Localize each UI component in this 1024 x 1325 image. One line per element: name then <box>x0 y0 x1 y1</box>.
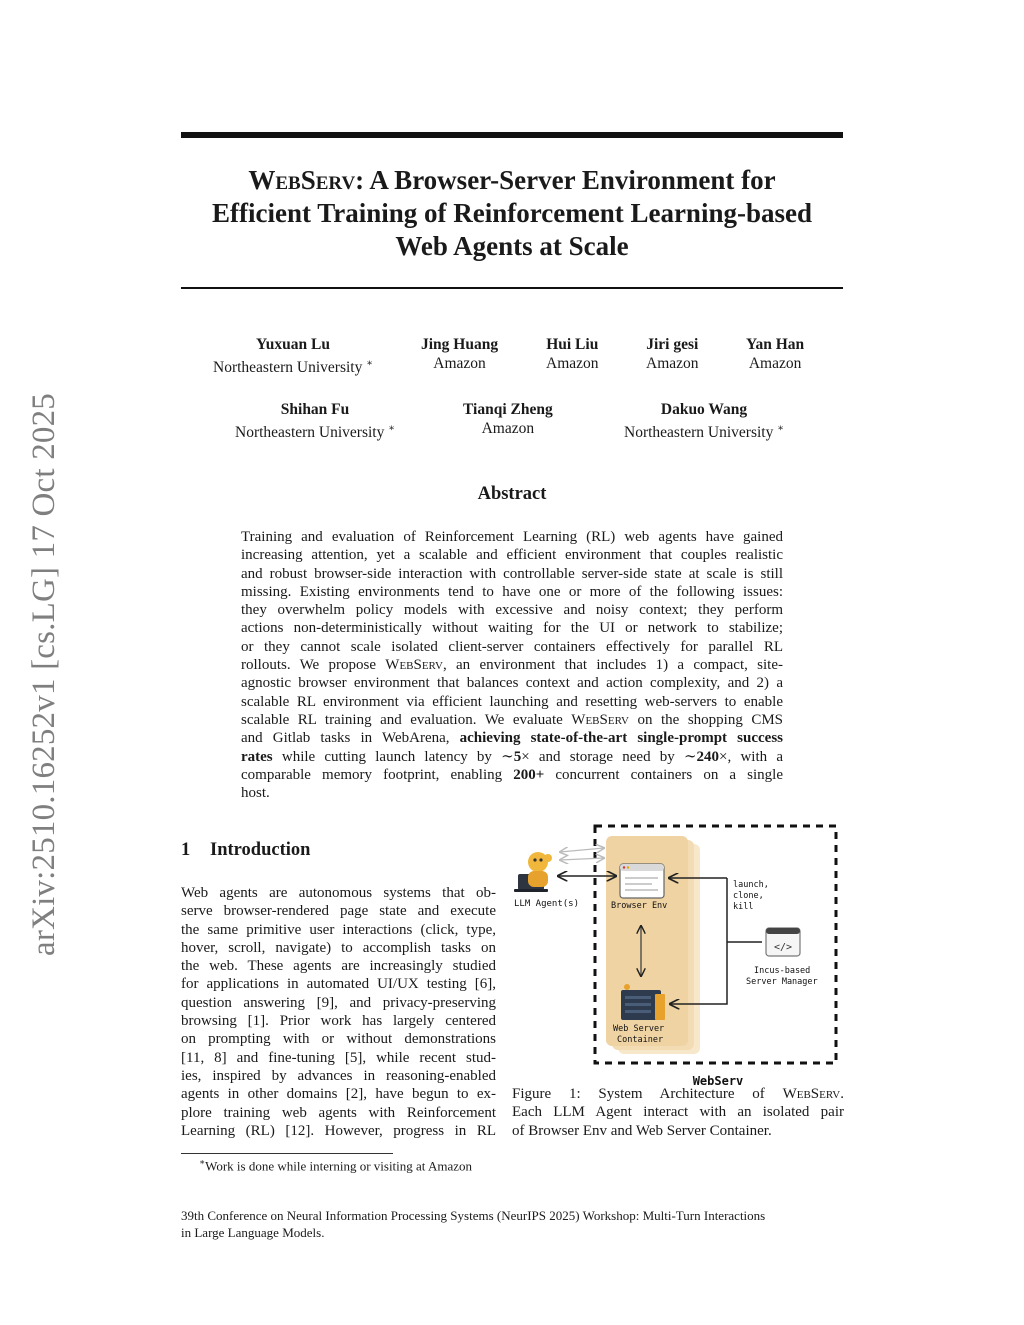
intro-line: plore training web agents with Reinforcement <box>181 1104 496 1121</box>
author-affiliation: Northeastern University <box>624 424 774 442</box>
webserv-system-label: WebServ <box>692 1074 744 1088</box>
caption-line: Figure 1: System Architecture of WebServ. <box>512 1086 844 1102</box>
kill-label: kill <box>733 902 754 912</box>
clone-label: clone, <box>733 891 764 901</box>
section-title: Introduction <box>210 840 311 860</box>
parallel-agent-arrow <box>560 848 604 852</box>
abstract-line: missing. Existing environments tend to have one or more of the following issues: <box>241 583 783 600</box>
author-affiliation: Amazon <box>546 355 599 372</box>
title-bottom-rule <box>181 287 843 289</box>
incus-label-2: Server Manager <box>746 977 818 987</box>
intro-line: browsing [1]. Prior work has largely centered <box>181 1013 496 1030</box>
abstract-heading: Abstract <box>477 484 547 504</box>
abstract-line: scalable RL training and evaluation. We evaluate WebServ on the shopping CMS <box>241 711 784 728</box>
caption-line: of Browser Env and Web Server Container. <box>512 1122 772 1139</box>
incus-label-1: Incus-based <box>754 966 811 976</box>
abstract-line: scalable RL environment via efficient launching and resetting web-servers to enable <box>241 693 783 710</box>
author-block <box>235 400 395 442</box>
abstract-line: actions non-deterministically without waiting for the UI or network to stabilize; <box>241 620 783 637</box>
author-block <box>213 335 373 377</box>
author-name: Tianqi Zheng <box>463 401 553 418</box>
abstract-line: Training and evaluation of Reinforcement Learning (RL) web agents have gained <box>241 529 783 545</box>
author-name: Shihan Fu <box>280 401 350 418</box>
abstract-line: or they cannot scale isolated client-server containers effectively for parallel RL <box>241 638 783 655</box>
author-block <box>463 400 553 438</box>
title-line-2: Efficient Training of Reinforcement Learning-based <box>212 198 812 228</box>
author-block <box>646 335 699 373</box>
author-name: Dakuo Wang <box>660 401 748 418</box>
figure-caption <box>512 1085 844 1140</box>
figure-1 <box>512 822 844 1092</box>
intro-line: question answering [9], and privacy-preserving <box>181 994 496 1011</box>
author-affiliation: Amazon <box>646 355 699 372</box>
abstract-line: they overwhelm policy models with excessive and noisy context; they perform <box>241 602 783 619</box>
title-system-name: WebServ <box>248 165 356 195</box>
author-name: Yuxuan Lu <box>256 336 330 353</box>
abstract-line: and robust browser-side interaction with controllable server-side state at scale is still <box>241 565 783 582</box>
author-affiliation: Northeastern University <box>235 424 385 442</box>
abstract-body <box>241 528 783 802</box>
intro-line: serve browser-rendered page state and execute <box>181 903 496 920</box>
venue-line: 39th Conference on Neural Information Processing Systems (NeurIPS 2025) Workshop: Multi-Turn Interactions <box>181 1208 766 1223</box>
abstract-line: and Gitlab tasks in WebArena, achieving state-of-the-art single-prompt success <box>241 730 783 747</box>
title-line-1: : A Browser-Server Environment for <box>355 165 776 195</box>
intro-line: the web. These agents are increasingly studied <box>181 958 496 975</box>
web-server-label-1: Web Server <box>613 1024 665 1034</box>
affiliation-mark: ∗ <box>777 423 785 434</box>
title-line-3: Web Agents at Scale <box>395 231 629 261</box>
intro-line: on prompting with or without demonstrations <box>181 1031 496 1048</box>
arxiv-identifier: arXiv:2510.16252v1 [cs.LG] 17 Oct 2025 <box>26 392 62 956</box>
abstract-line: comparable memory footprint, enabling 200+ concurrent containers on a single <box>241 766 784 783</box>
title-top-rule <box>181 132 843 138</box>
affiliation-mark: ∗ <box>366 358 374 369</box>
browser-window-icon <box>620 864 664 898</box>
caption-line: Each LLM Agent interact with an isolated pair <box>512 1104 844 1121</box>
author-name: Yan Han <box>746 336 805 353</box>
author-affiliation: Amazon <box>748 355 802 372</box>
footnote <box>199 1157 472 1174</box>
venue-line: in Large Language Models. <box>181 1224 325 1240</box>
author-affiliation: Amazon <box>481 420 535 437</box>
author-name: Hui Liu <box>546 336 599 353</box>
svg-text:</>: </> <box>773 942 793 953</box>
author-block <box>546 335 599 373</box>
section-number: 1 <box>181 840 191 860</box>
llm-agent-icon <box>514 852 552 892</box>
parallel-agent-arrow <box>560 858 604 860</box>
code-icon <box>766 928 800 956</box>
intro-line: agents in other domains [2], have begun to ex- <box>181 1086 496 1103</box>
intro-line: the same primitive user interactions (click, type, <box>181 921 496 938</box>
venue-note <box>181 1208 843 1241</box>
author-name: Jiri gesi <box>646 336 699 353</box>
section-heading <box>181 840 310 861</box>
abstract-line: host. <box>241 785 270 802</box>
intro-line: [11, 8] and fine-tuning [5], while recent stud- <box>181 1049 496 1066</box>
author-block <box>421 335 498 373</box>
intro-line: Web agents are autonomous systems that ob- <box>181 885 496 901</box>
launch-label: launch, <box>733 880 769 890</box>
author-block <box>624 400 784 442</box>
abstract-line: rates while cutting launch latency by ∼5× and storage need by ∼240×, with a <box>241 748 783 765</box>
author-name: Jing Huang <box>421 336 499 353</box>
footnote-rule <box>181 1153 393 1154</box>
paper-title <box>181 164 843 263</box>
browser-env-label: Browser Env <box>611 901 668 911</box>
introduction-paragraph <box>181 884 496 1140</box>
abstract-line: agnostic browser environment that balances context and action complexity, and 2) a <box>241 675 783 692</box>
llm-agent-label: LLM Agent(s) <box>514 899 580 909</box>
abstract-line: increasing attention, yet a scalable and efficient environment that couples realistic <box>241 547 783 564</box>
author-affiliation: Northeastern University <box>213 359 363 377</box>
abstract-line: rollouts. We propose WebServ, an environment that includes 1) a compact, site- <box>241 657 783 674</box>
intro-line: ies, inspired by advances in reasoning-enabled <box>181 1067 496 1084</box>
intro-line: Learning (RL) [12]. However, progress in RL <box>181 1122 496 1139</box>
author-block <box>746 335 804 373</box>
author-affiliation: Amazon <box>433 355 486 372</box>
web-server-label-2: Container <box>617 1035 664 1045</box>
footnote-text: Work is done while interning or visiting at Amazon <box>205 1158 472 1174</box>
intro-line: hover, scroll, navigate) to accomplish tasks on <box>181 939 496 956</box>
footnote-mark: ∗ <box>199 1157 206 1167</box>
intro-line: for applications in automated UI/UX testing [6], <box>181 976 496 993</box>
affiliation-mark: ∗ <box>388 423 396 434</box>
architecture-diagram <box>512 822 844 1092</box>
